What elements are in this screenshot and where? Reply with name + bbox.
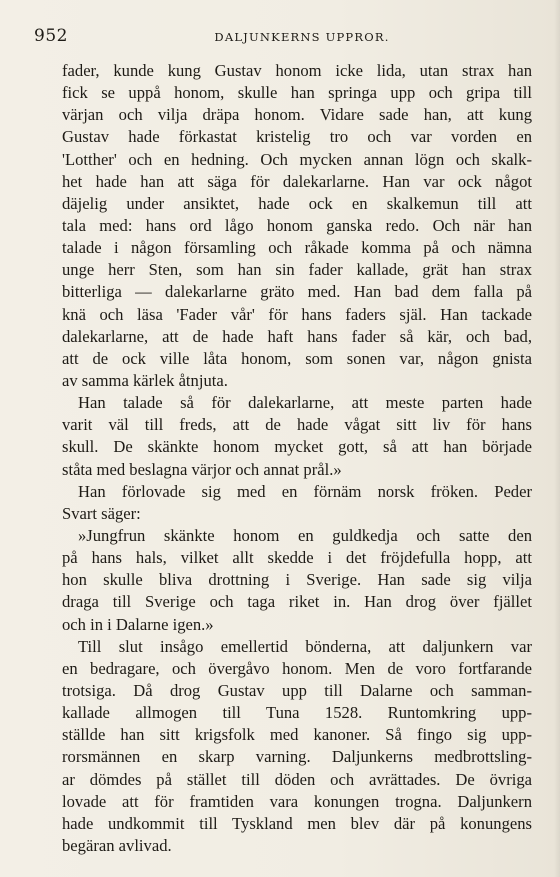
page-header (34, 26, 540, 52)
text-line: talade i någon församling och råkade komma på och nämna (62, 238, 532, 258)
text-line: Han talade så för dalekarlarne, att meste parten hade (78, 393, 532, 413)
text-line: värjan och vilja dräpa honom. Vidare sade han, att kung (62, 105, 532, 125)
text-line: tala med: hans ord lågo honom ganska redo. Och när han (62, 215, 532, 235)
body-text (62, 60, 532, 857)
text-line: att de ock ville låta honom, som sonen var, någon gnista (62, 348, 532, 368)
text-line: Gustav hade förkastat kristelig tro och var vorden en (62, 127, 532, 147)
page-number: 952 (34, 26, 68, 46)
text-line: 'Lotther' och en hedning. Och mycken annan lögn och skalk- (62, 149, 532, 169)
text-line: fick se uppå honom, skulle han springa upp och gripa till (62, 83, 532, 103)
text-line: dalekarlarne, att de hade haft hans fader så kär, och bad, (62, 326, 532, 346)
text-line: ar dömdes på stället till döden och avrättades. De övriga (62, 769, 532, 789)
text-line: Han förlovade sig med en förnäm norsk fröken. Peder (78, 481, 532, 501)
text-line: ståta med beslagna värjor och annat prål.» (62, 459, 342, 479)
text-line: hon skulle bliva drottning i Sverige. Han sade sig vilja (62, 570, 532, 590)
text-line: trotsiga. Då drog Gustav upp till Dalarne och samman- (62, 680, 532, 700)
text-line: och in i Dalarne igen.» (62, 614, 214, 634)
text-line: »Jungfrun skänkte honom en guldkedja och satte den (78, 525, 532, 545)
text-line: ställde han sitt krigsfolk med kanoner. Så fingo sig upp- (62, 725, 532, 745)
text-line: rorsmännen en skarp varning. Daljunkerns medbrottsling- (62, 747, 532, 767)
text-line: fader, kunde kung Gustav honom icke lida, utan strax han (62, 61, 532, 80)
text-line: skull. De skänkte honom mycket gott, så att han började (62, 437, 532, 457)
running-head: DALJUNKERNS UPPROR. (214, 30, 390, 44)
text-line: av samma kärlek åtnjuta. (62, 370, 228, 390)
text-line: på hans hals, vilket allt skedde i det fröjdefulla hopp, att (62, 548, 532, 568)
text-line: begäran avlivad. (62, 835, 172, 855)
text-line: lovade att för framtiden vara konungen trogna. Daljunkern (62, 791, 532, 811)
text-line: en bedragare, och övergåvo honom. Men de voro fortfarande (62, 658, 532, 678)
text-line: Svart säger: (62, 503, 141, 523)
text-line: knä och läsa 'Fader vår' för hans faders själ. Han tackade (62, 304, 532, 324)
text-line: Till slut insågo emellertid bönderna, att daljunkern var (78, 636, 532, 656)
text-line: däjelig under ansiktet, hade ock en skalkemun till att (62, 193, 532, 213)
page-edge-shadow (554, 0, 560, 877)
text-line: varit väl till freds, att de hade vågat sitt liv för hans (62, 415, 532, 435)
text-line: bitterliga — dalekarlarne gräto med. Han bad dem falla på (62, 282, 532, 302)
text-line: het hade han att säga för dalekarlarne. Han var ock något (62, 171, 532, 191)
text-line: unge herr Sten, som han sin fader kallade, grät han strax (62, 260, 532, 280)
text-line: draga till Sverige och taga riket in. Han drog över fjället (62, 592, 532, 612)
text-line: kallade allmogen till Tuna 1528. Runtomkring upp- (62, 703, 532, 723)
text-line: hade undkommit till Tyskland men blev där på konungens (62, 813, 532, 833)
